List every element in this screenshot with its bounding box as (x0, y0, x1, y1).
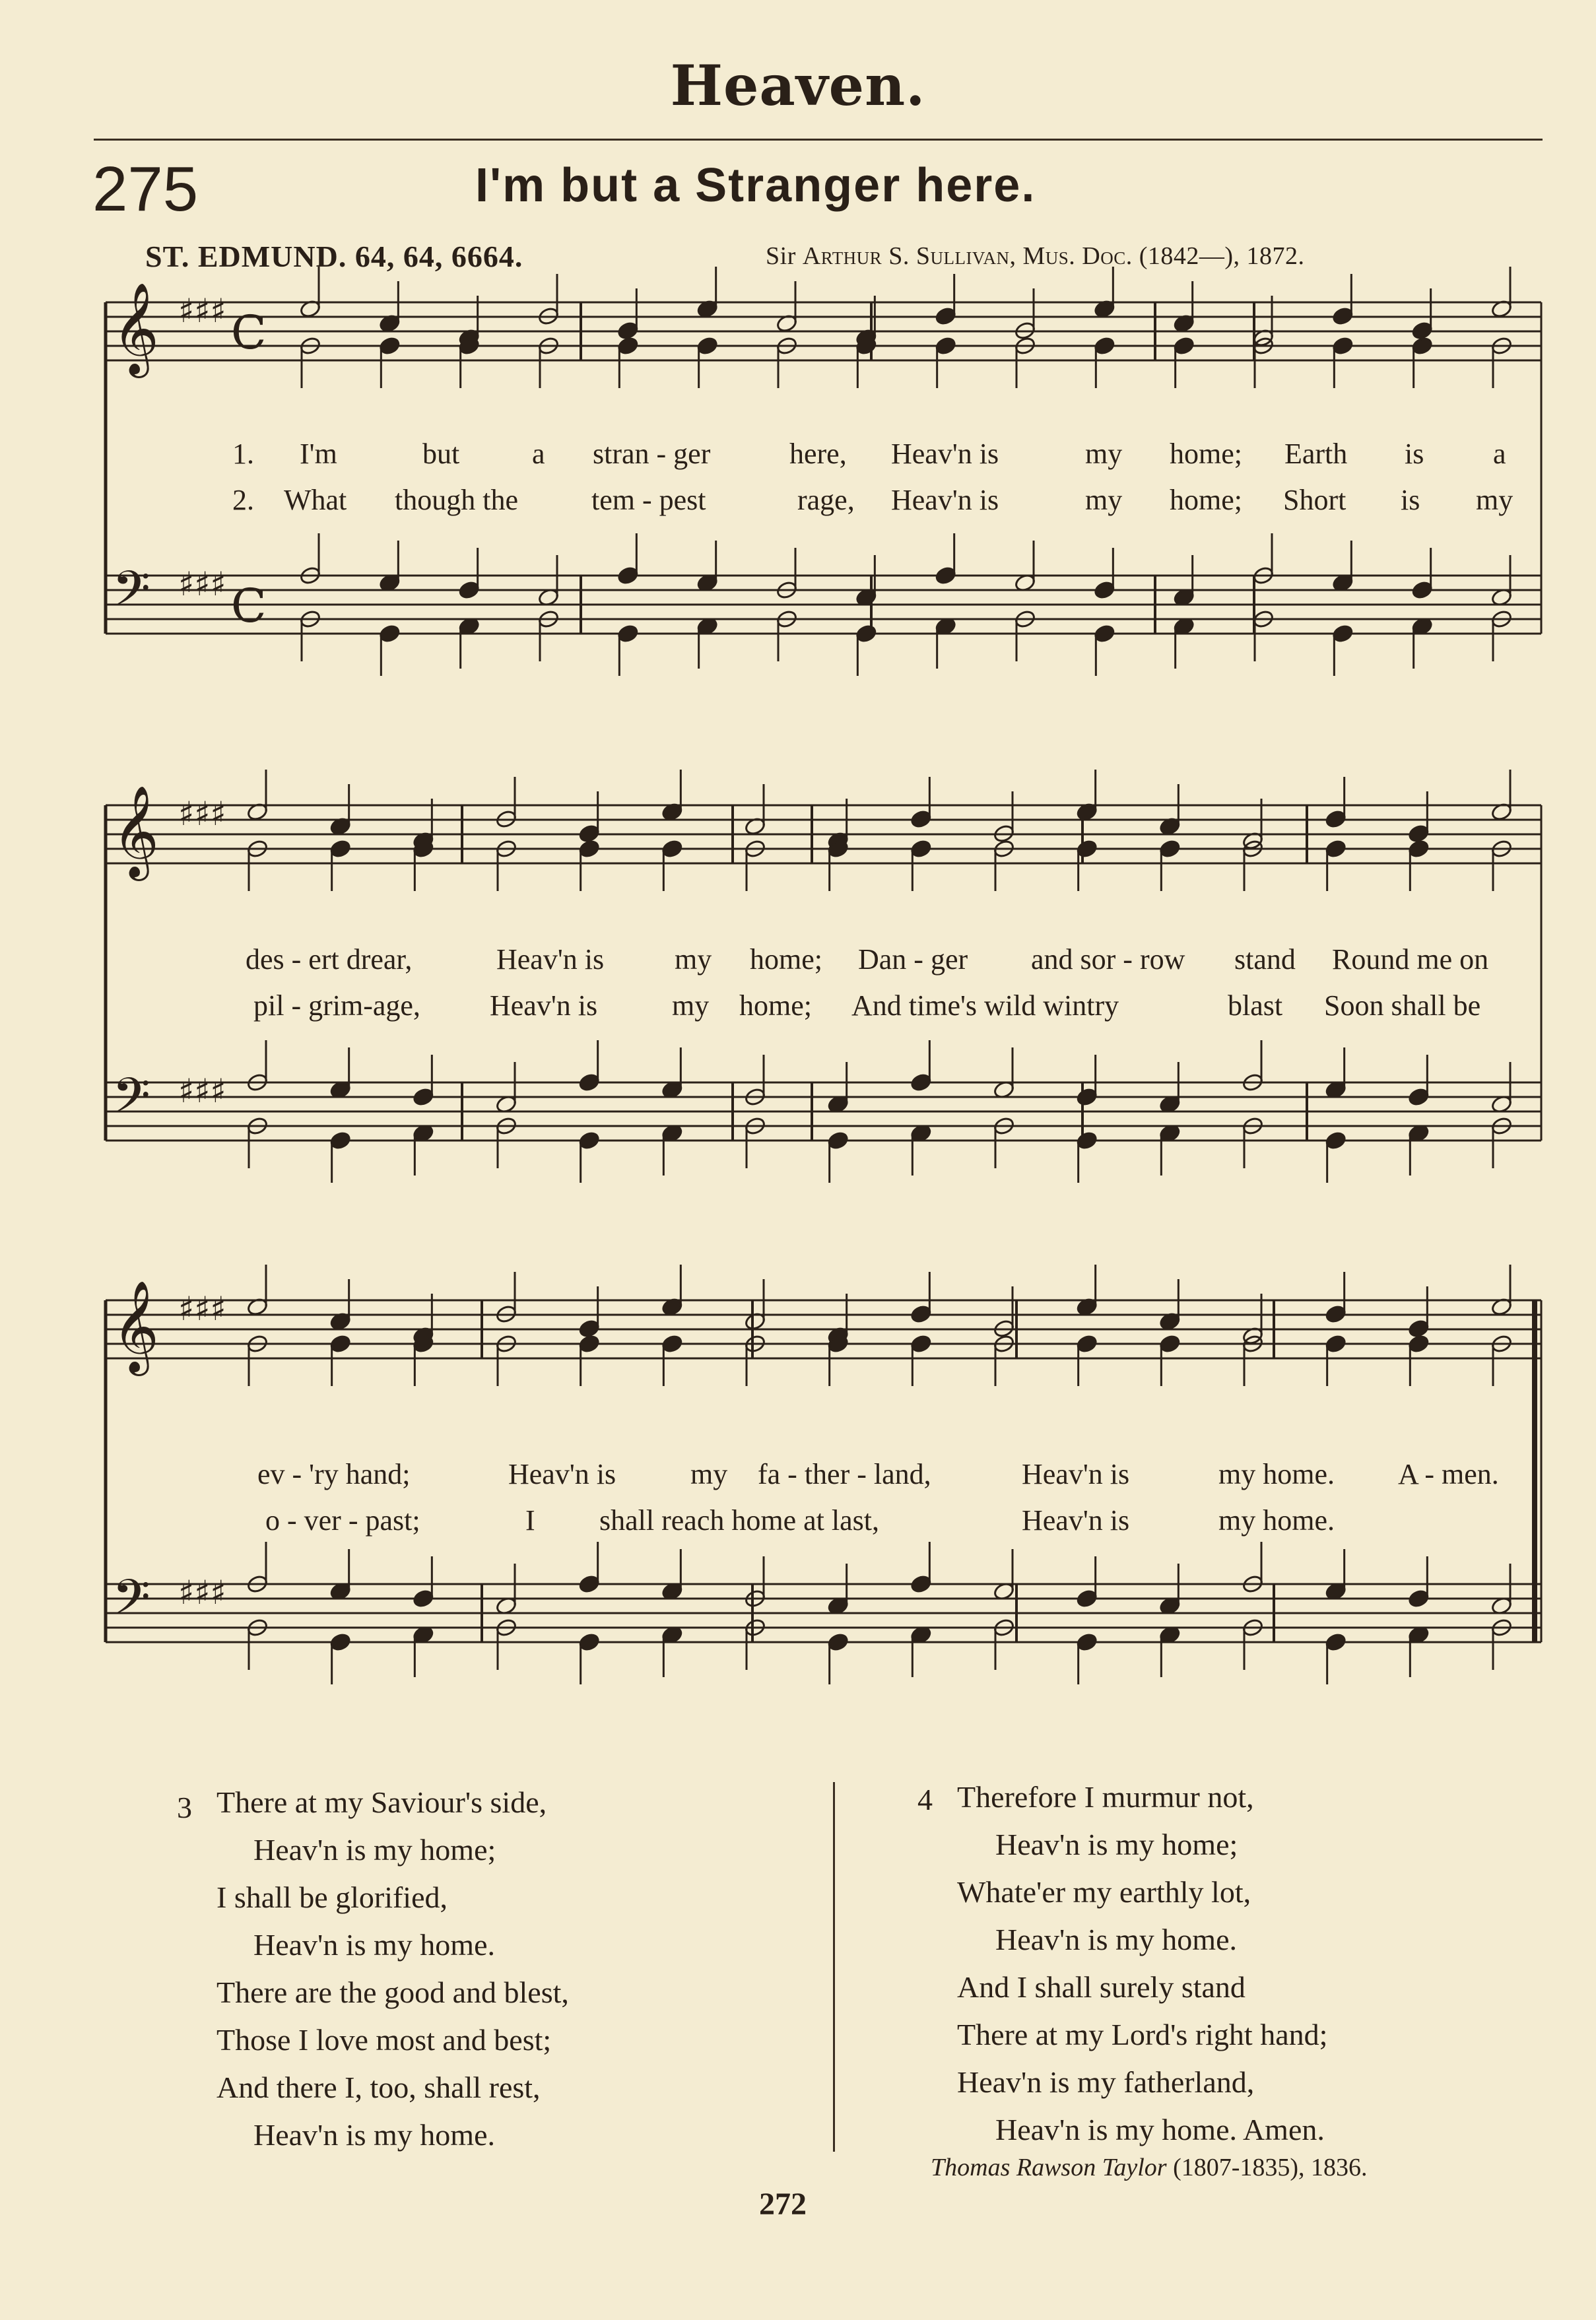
stanza-line: Heav'n is my home. (253, 2118, 496, 2152)
stanza-line: Heav'n is my home; (253, 1833, 496, 1867)
lyric-word: Heav'n is (496, 943, 605, 976)
lyric-word: A - men. (1398, 1458, 1499, 1490)
lyric-word: is (1405, 438, 1424, 470)
lyrics-system-1-verse-1 (0, 437, 1596, 477)
lyric-word: home; (739, 989, 812, 1022)
lyric-word: a (532, 438, 545, 470)
composer-name: Arthur S. Sullivan, Mus. Doc. (802, 242, 1133, 270)
stanza-line: Heav'n is my home. Amen. (995, 2113, 1325, 2146)
time-signature-icon: C (231, 306, 267, 360)
lyric-word: Heav'n is (891, 438, 999, 470)
lyric-word: stran - ger (593, 438, 711, 470)
lyric-word: blast (1228, 989, 1283, 1022)
lyric-word: my home. (1218, 1504, 1335, 1537)
bass-clef-icon: 𝄢 (112, 1067, 150, 1137)
lyrics-system-3-verse-2 (0, 1504, 1596, 1543)
lyric-word: 2. (232, 484, 254, 516)
page-number: 272 (759, 2187, 807, 2222)
tune-name: ST. EDMUND. (145, 240, 347, 273)
running-head: Heaven. (670, 53, 926, 118)
hymn-title: I'm but a Stranger here. (475, 159, 1036, 212)
lyric-word: my (675, 943, 712, 976)
lyric-word: Heav'n is (508, 1458, 616, 1490)
stanza-line: Heav'n is my home. (253, 1928, 496, 1962)
stanza-line: There at my Lord's right hand; (957, 2018, 1328, 2051)
stanza-line: Heav'n is my fatherland, (957, 2065, 1255, 2099)
stanza-line: And there I, too, shall rest, (216, 2071, 541, 2104)
lyric-word: tem - pest (591, 484, 706, 516)
lyric-word: Round me on (1332, 943, 1489, 976)
lyric-word: and sor - row (1031, 943, 1185, 976)
treble-clef-icon: 𝄞 (112, 1280, 159, 1372)
key-signature-icon: ♯♯♯ (178, 1574, 226, 1612)
lyric-word: my (672, 989, 710, 1022)
key-signature-icon: ♯♯♯ (178, 1072, 226, 1110)
composer-dates: (1842—), 1872. (1139, 242, 1305, 270)
lyric-word: is (1401, 484, 1420, 516)
lyric-word: home; (1170, 484, 1242, 516)
bass-clef-icon: 𝄢 (112, 1569, 150, 1638)
lyrics-system-2-verse-2 (0, 989, 1596, 1028)
lyric-word: a (1493, 438, 1506, 470)
lyric-word: Dan - ger (858, 943, 968, 976)
stanza-line: There are the good and blest, (216, 1975, 569, 2009)
key-signature-icon: ♯♯♯ (178, 1290, 226, 1328)
stanza-line: Whate'er my earthly lot, (957, 1875, 1251, 1909)
key-signature-icon: ♯♯♯ (178, 795, 226, 833)
stanza-line: And I shall surely stand (957, 1970, 1246, 2004)
lyric-word: here, (789, 438, 847, 470)
lyric-word: rage, (797, 484, 855, 516)
stanza-line: There at my Saviour's side, (216, 1785, 547, 1819)
hymn-number: 275 (92, 154, 199, 224)
lyric-word: ev - 'ry hand; (257, 1458, 411, 1490)
lyric-word: but (422, 438, 460, 470)
lyric-word: Short (1283, 484, 1347, 516)
lyric-word: fa - ther - land, (758, 1458, 931, 1490)
lyric-word: Heav'n is (891, 484, 999, 516)
lyric-word: And time's wild wintry (851, 989, 1119, 1022)
lyric-word: though the (395, 484, 518, 516)
author-dates: (1807-1835), 1836. (1173, 2154, 1368, 2181)
key-signature-icon: ♯♯♯ (178, 565, 226, 603)
lyric-word: Soon shall be (1324, 989, 1481, 1022)
lyric-word: stand (1234, 943, 1296, 976)
lyrics-system-3-verse-1 (0, 1457, 1596, 1497)
lyric-word: Heav'n is (1022, 1458, 1130, 1490)
bass-clef-icon: 𝄢 (112, 560, 150, 630)
stanza-3-number: 3 (177, 1791, 192, 1824)
lyric-word: Heav'n is (1022, 1504, 1130, 1537)
lyric-word: my (1085, 438, 1123, 470)
lyric-word: my home. (1218, 1458, 1335, 1490)
lyric-word: I (525, 1504, 535, 1537)
stanza-line: I shall be glorified, (216, 1880, 448, 1914)
column-divider (833, 1782, 835, 2152)
stanza-line: Heav'n is my home. (995, 1923, 1238, 1956)
composer-prefix: Sir (766, 242, 796, 270)
lyric-word: 1. (232, 438, 254, 470)
lyric-word: pil - grim-age, (253, 989, 420, 1022)
lyric-word: my (1085, 484, 1123, 516)
author-credit (931, 2153, 1368, 2182)
lyric-word: shall reach home at last, (599, 1504, 879, 1537)
author-name: Thomas Rawson Taylor (931, 2154, 1167, 2181)
lyric-word: Earth (1284, 438, 1348, 470)
time-signature-icon: C (231, 579, 267, 633)
lyric-word: my (1476, 484, 1513, 516)
lyric-word: Heav'n is (490, 989, 598, 1022)
lyric-word: des - ert drear, (246, 943, 413, 976)
lyric-word: I'm (300, 438, 337, 470)
stanza-line: Therefore I murmur not, (957, 1780, 1254, 1814)
lyrics-system-1-verse-2 (0, 483, 1596, 523)
lyric-word: What (284, 484, 347, 516)
tune-meter: 64, 64, 6664. (354, 240, 523, 273)
lyric-word: home; (750, 943, 822, 976)
lyric-word: o - ver - past; (265, 1504, 420, 1537)
key-signature-icon: ♯♯♯ (178, 292, 226, 330)
lyric-word: my (690, 1458, 728, 1490)
stanza-4-number: 4 (917, 1783, 933, 1816)
treble-clef-icon: 𝄞 (112, 785, 159, 877)
stanza-line: Heav'n is my home; (995, 1828, 1238, 1861)
lyrics-system-2-verse-1 (0, 943, 1596, 982)
lyric-word: home; (1170, 438, 1242, 470)
stanza-line: Those I love most and best; (216, 2023, 552, 2057)
treble-clef-icon: 𝄞 (112, 282, 159, 374)
